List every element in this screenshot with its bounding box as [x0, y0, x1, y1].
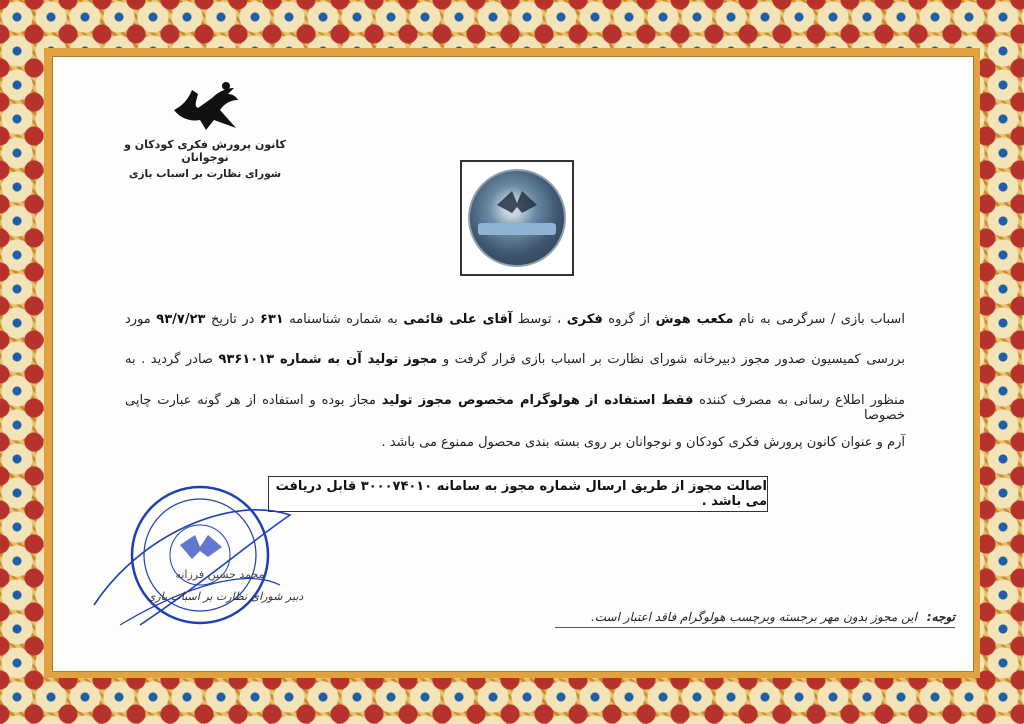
product-name: مکعب هوش — [655, 312, 734, 327]
signatory-title: دبیر شورای نظارت بر اسباب بازی — [146, 590, 304, 603]
signatory-name: محمد حسین فرزانه — [175, 568, 265, 581]
owner-name: آقای علی قائمی — [403, 312, 513, 327]
hologram-seal — [468, 169, 566, 267]
body-line-1 — [125, 312, 905, 327]
id-number: ۶۳۱ — [259, 312, 284, 327]
body-line-3 — [125, 393, 905, 423]
note-label: توجه: — [926, 610, 955, 624]
bird-logo-icon — [168, 80, 242, 134]
organization-logo — [120, 80, 290, 190]
hologram-emblem-icon — [492, 185, 542, 225]
text-fragment: مورد — [125, 312, 151, 327]
body-line-4: آرم و عنوان کانون پرورش فکری کودکان و نوجوانان بر روی بسته بندی محصول ممنوع می باشد . — [381, 435, 905, 450]
council-name: شورای نظارت بر اسباب بازی — [128, 168, 282, 180]
hologram-sticker — [460, 160, 574, 276]
validity-note — [555, 610, 955, 628]
text-fragment: مجاز بوده و استفاده از هر گونه عبارت چاپی خصوصا — [125, 393, 905, 423]
text-fragment: به شماره شناسنامه — [289, 312, 398, 327]
hologram-requirement: فقط استفاده از هولوگرام مخصوص مجوز تولید — [381, 393, 694, 408]
text-fragment: ، توسط — [517, 312, 562, 327]
text-fragment: در تاریخ — [210, 312, 255, 327]
body-line-2 — [125, 352, 905, 367]
text-fragment: اسباب بازی / سرگرمی به نام — [738, 312, 905, 327]
text-fragment: بررسی کمیسیون صدور مجوز دبیرخانه شورای نظارت بر اسباب بازی قرار گرفت و — [442, 352, 905, 367]
verification-box: اصالت مجوز از طریق ارسال شماره مجوز به سامانه ۳۰۰۰۷۴۰۱۰ قابل دریافت می باشد . — [268, 476, 768, 512]
text-fragment: منظور اطلاع رسانی به مصرف کننده — [699, 393, 905, 408]
license-number: مجوز تولید آن به شماره ۹۳۶۱۰۱۳ — [218, 352, 438, 367]
official-stamp-icon — [80, 475, 310, 645]
text-fragment: صادر گردید . به — [125, 352, 213, 367]
issue-date: ۹۳/۷/۲۳ — [156, 312, 206, 327]
note-text: این مجوز بدون مهر برجسته وبرچسب هولوگرام فاقد اعتبار است. — [590, 610, 917, 624]
product-group: فکری — [566, 312, 603, 327]
organization-name: کانون پرورش فکری کودکان و نوجوانان — [124, 138, 286, 164]
text-fragment: از گروه — [608, 312, 651, 327]
